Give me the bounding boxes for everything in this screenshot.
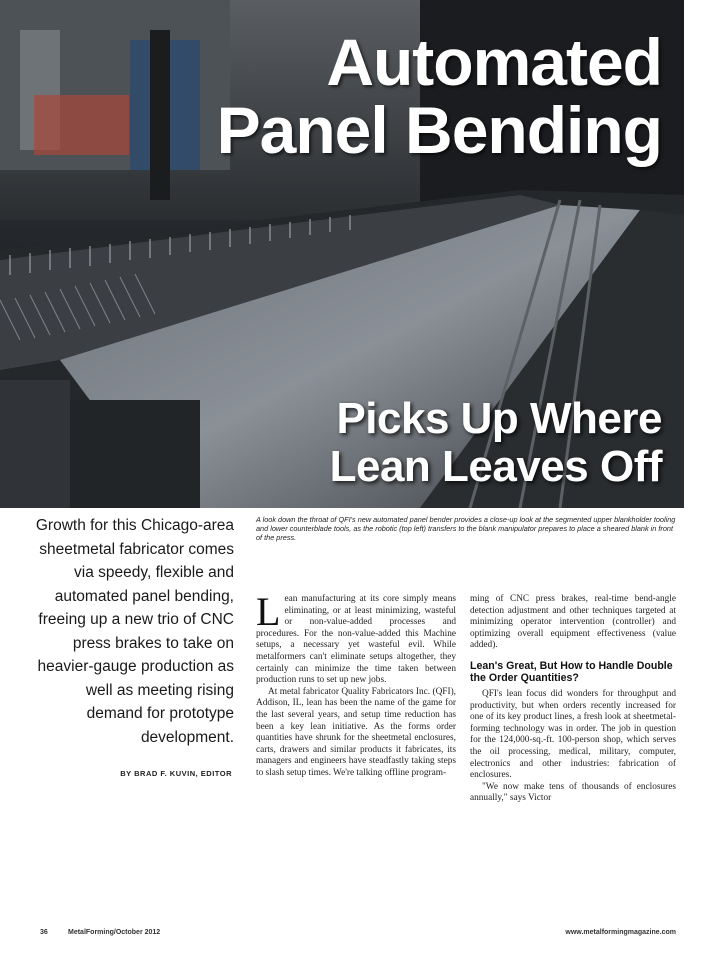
subhead-line-2: Lean Leaves Off — [329, 442, 662, 491]
photo-caption: A look down the throat of QFI's new automated panel bender provides a close-up look at the segmented upper blankholder tooling and lower counterblade tools, as the robotic (top left) transfers to the blank manipulator prepares to place a sheared blank in front of the press. — [256, 515, 676, 543]
headline-line-2: Panel Bending — [216, 93, 662, 167]
article-deck: Growth for this Chicago-area sheetmetal fabricator comes via speedy, flexible and automated panel bending, freeing up a new trio of CNC press brakes to take on heavier-gauge production as well as meeting rising demand for prototype development. — [35, 517, 234, 746]
body-paragraph-1-text: ean manufacturing at its core simply means eliminating, or at least minimizing, wasteful or non-value-added processes and procedures. For the non-value-added this Machine setups, a necessary yet wasteful evil. While metalformers can't eliminate setups altogether, they certainly can minimize the time taken between production runs to set up new jobs. — [256, 594, 456, 686]
body-column-1 — [256, 589, 456, 780]
website-url: www.metalformingmagazine.com — [565, 929, 676, 936]
drop-cap: L — [256, 589, 281, 634]
magazine-issue: MetalForming/October 2012 — [68, 929, 161, 936]
article-subhead — [330, 395, 662, 491]
page-number: 36 — [40, 929, 48, 936]
body-paragraph-5: "We now make tens of thousands of enclosures annually," says Victor — [470, 781, 676, 804]
article-headline — [216, 25, 662, 167]
section-heading: Lean's Great, But How to Handle Double the Order Quantities? — [470, 659, 673, 685]
body-paragraph-2: At metal fabricator Quality Fabricators Inc. (QFI), Addison, IL, lean has been the name of the game for the last several years, and setup time reduction has been a key lean initiative. As the forms order quantities have shrunk for the sheetmetal enclosures, carts, drawers and similar products it fabricates, its managers and engineers have steadfastly taking steps to slash setup times. We're talking offline program- — [256, 686, 456, 778]
body-column-2 — [470, 594, 676, 805]
body-paragraph-3: ming of CNC press brakes, real-time bend-angle detection adjustment and other techniques targeted at minimizing operator intervention (controller) and optimizing overall equipment effectiveness (value added). — [470, 594, 676, 651]
byline: BY BRAD F. KUVIN, EDITOR — [120, 769, 232, 778]
body-paragraph-4: QFI's lean focus did wonders for throughput and productivity, but when orders recently increased for one of its key product lines, a fresh look at sheetmetal-forming technology was in order. The job in question for the 124,000-sq.-ft. 100-person shop, which serves the oil processing, medical, military, computer, electronics and other industries: fabrication of enclosures. — [470, 688, 676, 781]
body-paragraph-1 — [256, 589, 456, 687]
headline-line-1: Automated — [326, 25, 662, 99]
subhead-line-1: Picks Up Where — [336, 394, 662, 443]
